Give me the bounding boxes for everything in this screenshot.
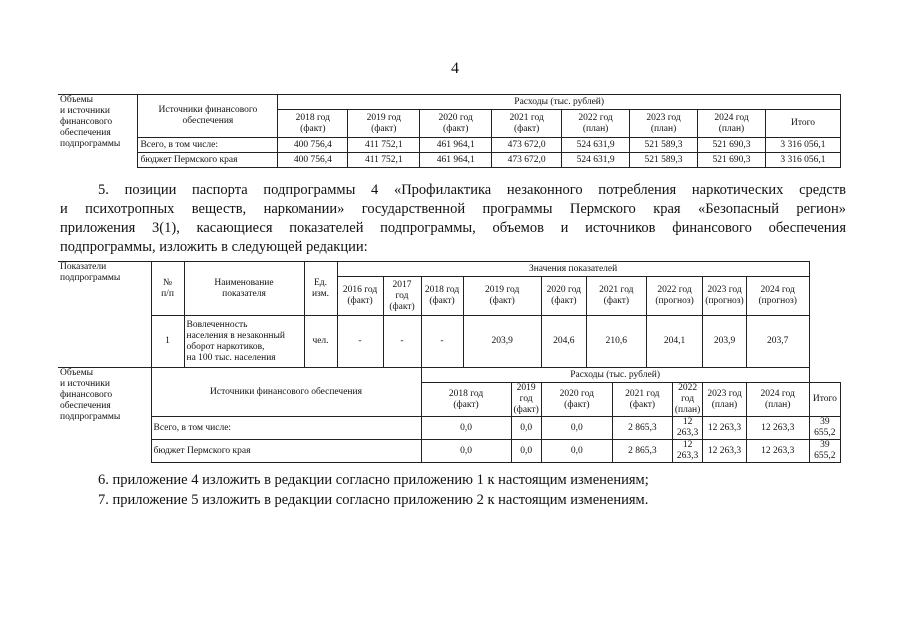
year-header-line: 2023 год [646,112,681,123]
fin-year-header [672,383,702,417]
rowhead-line: обеспечения [60,128,111,138]
ind-year-line: 2021 год [599,285,634,295]
ind-year-header [421,277,463,316]
indicators-label-line: Показатели [60,262,107,272]
fin-year-line: (план) [764,399,791,410]
fin-year-line: 2021 год [625,388,660,399]
cell-value: 524 631,9 [562,138,630,153]
ind-year-header [383,277,421,316]
fin-total-header: Итого [809,383,840,417]
paragraph-line: подпрограммы, изложить в следующей редакции: [60,239,368,255]
year-header-line: (план) [582,123,609,134]
indicator-name-line: на 100 тыс. населения [186,352,276,363]
indicators-label-line: подпрограммы [60,273,121,283]
indicator-value: 203,9 [703,316,746,368]
fin-sources-header: Источники финансового обеспечения [151,368,421,417]
name-header-line: показателя [222,288,266,299]
cell-value: 473 672,0 [492,153,562,168]
indicator-name-line: населения в незаконный [186,330,285,341]
expenses-header: Расходы (тыс. рублей) [278,95,841,110]
unit-header-line: Ед. [313,277,327,288]
fin-cell-value: 12 263,3 [746,440,809,463]
ind-year-line: (прогноз) [705,296,744,306]
indicator-value: 203,9 [463,316,541,368]
ind-year-line: (факт) [429,296,455,306]
year-header [348,110,420,138]
fin-year-header [511,383,541,417]
rowhead-line: Объемы [60,95,93,105]
sources-header-line: обеспечения [182,116,234,126]
ind-year-line: 2023 год [707,285,742,295]
page-number: 4 [451,60,459,77]
item-6: 6. приложение 4 изложить в редакции согласно приложению 1 к настоящим изменениям; [98,472,649,488]
ind-year-line: 2019 год [484,285,520,295]
paragraph-line: и психотропных веществ, наркомании» государственной программы Пермского края «Безопасный регион» [60,201,846,217]
indicator-name-line: Вовлеченность [186,319,248,330]
year-header-line: (план) [718,123,745,134]
indicator-value: 203,7 [746,316,809,368]
fin-cell-value: 12 263,3 [703,440,746,463]
fin-rowhead-line: Объемы [60,368,93,378]
fin-year-line: 2023 год [707,388,742,399]
ind-year-header [541,277,586,316]
ind-year-header [746,277,809,316]
ind-year-line: 2020 год [546,285,582,295]
ind-year-line: 2024 год [760,285,795,295]
ind-year-header [586,277,646,316]
fin-year-line: 2018 год [448,388,484,399]
sources-header-line: Источники финансового [158,105,258,115]
table-financing-1 [58,94,841,168]
fin-cell-value: 39 655,2 [809,440,840,463]
paragraph-line: приложения 3(1), касающиеся показателей подпрограммы, объемов и источников финансового обеспечения [60,220,846,236]
paragraph-line: 5. позиции паспорта подпрограммы 4 «Профилактика незаконного потребления наркотических средств [98,182,846,198]
year-header [630,110,698,138]
cell-value: 3 316 056,1 [765,138,840,153]
fin-cell-value: 0,0 [541,440,612,463]
fin-rowhead-line: и источники [60,379,110,389]
fin-cell-value: 12 263,3 [672,440,702,463]
cell-value: 521 589,3 [630,153,698,168]
fin-year-header [541,383,612,417]
fin-year-line: 2022 год [678,383,698,404]
total-header: Итого [765,110,840,138]
cell-value: 473 672,0 [492,138,562,153]
fin-row-label: Всего, в том числе: [151,417,421,440]
year-header-line: (факт) [443,123,469,134]
year-header-line: 2022 год [578,112,613,123]
fin-cell-value: 0,0 [421,440,511,463]
ind-year-line: (прогноз) [655,296,694,306]
sources-header [138,95,278,138]
fin-year-line: 2019 год [516,383,536,404]
fin-year-line: (факт) [453,399,479,410]
cell-value: 521 690,3 [698,138,766,153]
row-label: бюджет Пермского края [138,153,278,168]
unit-header-line: изм. [311,288,330,299]
name-header [184,262,304,316]
fin-cell-value: 12 263,3 [703,417,746,440]
unit-header [304,262,337,316]
cell-value: 400 756,4 [278,153,348,168]
fin-cell-value: 12 263,3 [672,417,702,440]
fin-year-header [612,383,672,417]
indicator-name [184,316,304,368]
rowhead-line: финансового [60,117,113,127]
fin-year-line: (факт) [564,399,590,410]
indicators-label [58,262,151,368]
rowhead-line: подпрограммы [60,139,121,149]
rowhead-line: и источники [60,106,110,116]
year-header [420,110,492,138]
fin-year-line: 2024 год [760,388,795,399]
indicator-value: 204,6 [541,316,586,368]
ind-year-header [463,277,541,316]
cell-value: 524 631,9 [562,153,630,168]
year-header-line: (факт) [513,123,540,134]
ind-year-line: год [395,290,409,301]
fin-row-label: бюджет Пермского края [151,440,421,463]
ind-year-header [646,277,702,316]
fin-rowhead-line: финансового [60,390,113,400]
fin-rowhead [58,368,151,463]
indicator-value: - [421,316,463,368]
num-header-line: № [162,277,173,288]
fin-year-header [421,383,511,417]
ind-year-line: (факт) [347,296,373,306]
fin-year-line: (факт) [629,399,656,410]
fin-year-header [746,383,809,417]
indicator-value: - [337,316,383,368]
ind-year-line: (факт) [603,296,630,306]
fin-year-line: (план) [711,399,738,410]
name-header-line: Наименование [214,277,274,288]
year-header [492,110,562,138]
fin-cell-value: 0,0 [541,417,612,440]
num-header-line: п/п [161,288,174,299]
fin-cell-value: 2 865,3 [612,440,672,463]
cell-value: 3 316 056,1 [765,153,840,168]
values-header: Значения показателей [337,262,809,277]
ind-year-line: 2017 [392,279,412,290]
table-indicators-financing [58,261,841,463]
ind-year-line: 2022 год [657,285,692,295]
fin-cell-value: 0,0 [511,440,541,463]
ind-year-line: (факт) [389,301,415,312]
year-header-line: 2024 год [714,112,749,123]
indicator-value: 204,1 [646,316,702,368]
indicator-value: 210,6 [586,316,646,368]
ind-year-line: (факт) [489,296,515,306]
num-header [151,262,184,316]
fin-rowhead-line: подпрограммы [60,412,121,422]
ind-year-header [337,277,383,316]
fin-year-line: (факт) [513,405,539,415]
year-header-line: (факт) [300,123,326,134]
year-header [278,110,348,138]
fin-expenses-header: Расходы (тыс. рублей) [421,368,809,383]
ind-year-line: (прогноз) [758,296,797,306]
fin-year-header [703,383,746,417]
fin-cell-value: 39 655,2 [809,417,840,440]
year-header-line: (план) [650,123,677,134]
cell-value: 411 752,1 [348,138,420,153]
year-header [562,110,630,138]
cell-value: 461 964,1 [420,138,492,153]
year-header-line: 2021 год [509,112,544,123]
year-header-line: (факт) [371,123,397,134]
year-header [698,110,766,138]
cell-value: 521 589,3 [630,138,698,153]
fin-cell-value: 0,0 [511,417,541,440]
fin-year-line: 2020 год [559,388,595,399]
ind-year-line: (факт) [551,296,577,306]
fin-cell-value: 12 263,3 [746,417,809,440]
fin-cell-value: 2 865,3 [612,417,672,440]
fin-year-line: (план) [674,405,701,415]
cell-value: 411 752,1 [348,153,420,168]
fin-rowhead-line: обеспечения [60,401,111,411]
year-header-line: 2019 год [366,112,401,123]
cell-value: 461 964,1 [420,153,492,168]
item-7: 7. приложение 5 изложить в редакции согласно приложению 2 к настоящим изменениям. [98,492,649,508]
year-header-line: 2018 год [295,112,330,123]
indicator-num: 1 [151,316,184,368]
fin-cell-value: 0,0 [421,417,511,440]
year-header-line: 2020 год [438,112,473,123]
cell-value: 400 756,4 [278,138,348,153]
indicator-unit: чел. [304,316,337,368]
ind-year-line: 2018 год [424,285,460,295]
indicator-name-line: оборот наркотиков, [186,341,265,352]
paragraph-5 [60,181,846,257]
table1-rowhead [58,95,138,168]
indicator-value: - [383,316,421,368]
row-label: Всего, в том числе: [138,138,278,153]
cell-value: 521 690,3 [698,153,766,168]
ind-year-header [703,277,746,316]
ind-year-line: 2016 год [342,285,378,295]
